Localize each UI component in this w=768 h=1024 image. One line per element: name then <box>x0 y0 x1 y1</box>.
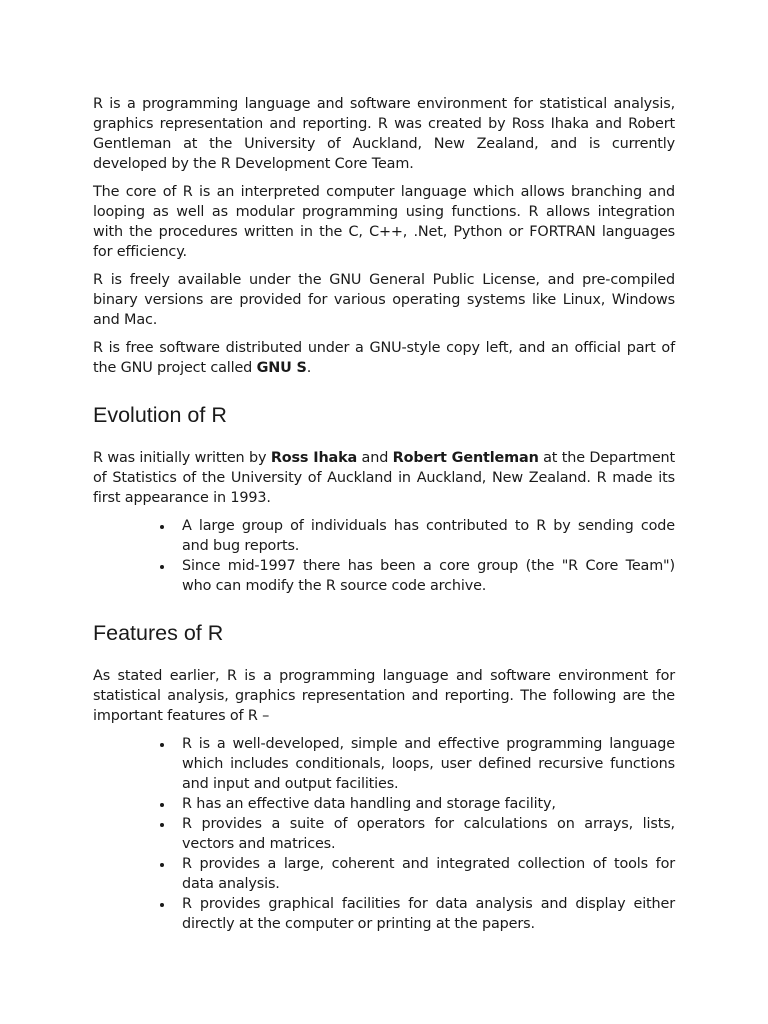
robert-gentleman-name: Robert Gentleman <box>392 450 539 466</box>
intro-paragraph-3: R is freely available under the GNU General Public License, and pre-compiled binary versions are provided for various operating systems like Linux, Windows and Mac. <box>93 272 675 328</box>
features-intro-paragraph: As stated earlier, R is a programming language and software environment for statistical analysis, graphics representation and reporting. The following are the important features of R – <box>93 668 675 724</box>
ross-ihaka-name: Ross Ihaka <box>270 450 358 466</box>
evolution-p-text: R was initially written by <box>93 450 271 466</box>
list-item: R provides a suite of operators for calculations on arrays, lists, vectors and matrices. <box>182 816 675 852</box>
features-heading: Features of R <box>93 621 224 645</box>
evolution-bullet-list <box>93 516 675 596</box>
list-item: R has an effective data handling and storage facility, <box>182 794 675 814</box>
features-bullet-list <box>93 734 675 934</box>
intro-paragraph-1: R is a programming language and software environment for statistical analysis, graphics representation and reporting. R was created by Ross Ihaka and Robert Gentleman at the University of Auckland, New Zealand, and is currently developed by the R Development Core Team. <box>93 96 675 172</box>
list-item: R provides graphical facilities for data analysis and display either directly at the computer or printing at the papers. <box>182 896 675 932</box>
intro-p4-text: R is free software distributed under a GNU-style copy left, and an official part of the GNU project called <box>93 340 675 376</box>
evolution-p-and: and <box>357 450 393 466</box>
list-item: R is a well-developed, simple and effective programming language which includes conditionals, loops, user defined recursive functions and input and output facilities. <box>182 736 675 792</box>
list-item: Since mid-1997 there has been a core group (the "R Core Team") who can modify the R source code archive. <box>182 558 675 594</box>
evolution-heading: Evolution of R <box>93 403 227 427</box>
evolution-p-rest: at the Department of Statistics of the University of Auckland in Auckland, New Zealand. R made its first appearance in 1993. <box>93 450 675 506</box>
intro-p4-end: . <box>306 360 312 376</box>
list-item: R provides a large, coherent and integrated collection of tools for data analysis. <box>182 856 675 892</box>
list-item: A large group of individuals has contributed to R by sending code and bug reports. <box>182 518 675 554</box>
intro-paragraph-4 <box>93 338 675 378</box>
gnu-s-term: GNU S <box>256 360 307 376</box>
evolution-paragraph <box>93 448 675 508</box>
intro-paragraph-2: The core of R is an interpreted computer language which allows branching and looping as well as modular programming using functions. R allows integration with the procedures written in the C, C++, .Net, Python or FORTRAN languages for efficiency. <box>93 184 675 260</box>
document-page <box>93 94 675 934</box>
